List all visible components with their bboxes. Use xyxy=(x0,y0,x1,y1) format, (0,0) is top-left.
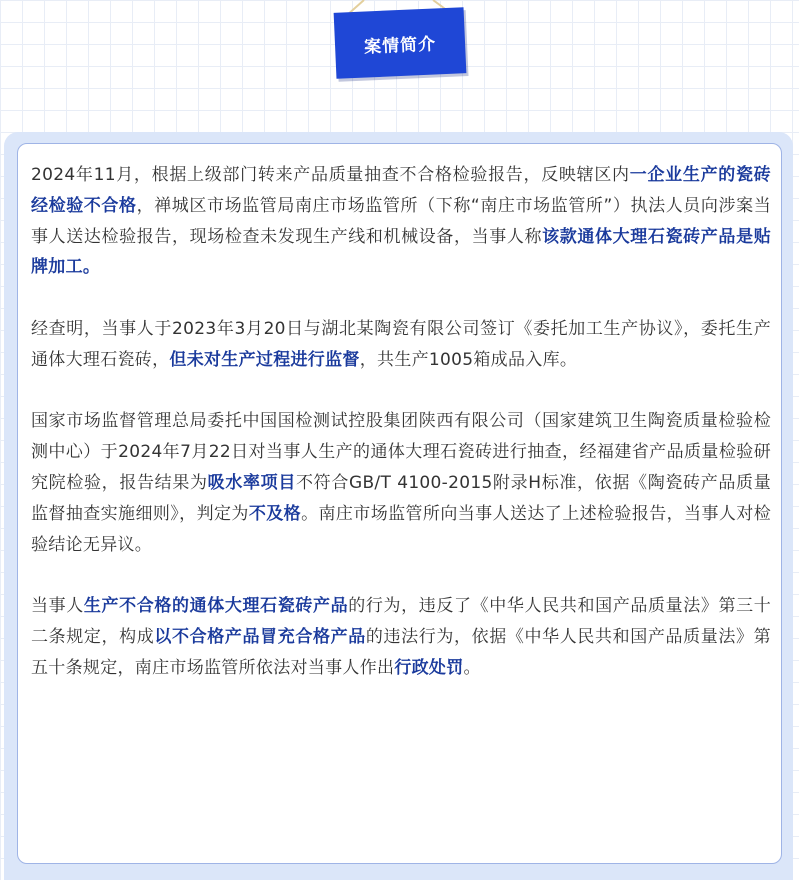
section-title: 案情简介 xyxy=(363,33,437,58)
highlighted-text: 行政处罚 xyxy=(394,657,464,678)
paragraph-1 xyxy=(31,160,771,283)
highlighted-text: 但未对生产过程进行监督 xyxy=(169,349,360,370)
body-text: ，禅城区市场监管局南庄市场监管所（下称“南庄市场监管所”）执法人员向涉案当事人送达检验报告，现场检查未发现生产线和机械设备，当事人称 xyxy=(31,195,771,247)
highlighted-text: 一企业生产的瓷砖经检验不合格 xyxy=(31,165,771,216)
highlighted-text: 以不合格产品冒充合格产品 xyxy=(154,626,366,647)
paragraph-4 xyxy=(31,591,771,683)
body-text: 当事人 xyxy=(31,596,84,617)
section-title-badge xyxy=(334,7,467,79)
body-text: 经查明，当事人于2023年3月20日与湖北某陶瓷有限公司签订《委托加工生产协议》，委托生产通体大理石瓷砖， xyxy=(31,318,771,370)
body-text: 的行为，违反了《中华人民共和国产品质量法》第三十二条规定，构成 xyxy=(31,596,772,647)
paragraph-3 xyxy=(31,406,771,560)
body-text: 国家市场监督管理总局委托中国国检测试控股集团陕西有限公司（国家建筑卫生陶瓷质量检验检测中心）于2024年7月22日对当事人生产的通体大理石瓷砖进行抽查，经福建省产品质量检验研究院检验，报告结果为 xyxy=(31,411,771,493)
body-text: ，共生产1005箱成品入库。 xyxy=(359,349,578,370)
body-text: 。 xyxy=(463,657,481,678)
body-text: 2024年11月，根据上级部门转来产品质量抽查不合格检验报告，反映辖区内 xyxy=(31,165,630,185)
highlighted-text: 该款通体大理石瓷砖产品是贴牌加工。 xyxy=(31,226,771,278)
highlighted-text: 生产不合格的通体大理石瓷砖产品 xyxy=(83,596,349,617)
body-text: 的违法行为，依据《中华人民共和国产品质量法》第五十条规定，南庄市场监管所依法对当事人作出 xyxy=(31,626,771,678)
body-text: 。南庄市场监管所向当事人送达了上述检验报告，当事人对检验结论无异议。 xyxy=(31,503,771,555)
body-text: 不符合GB/T 4100-2015附录H标准，依据《陶瓷砖产品质量监督抽查实施细则》，判定为 xyxy=(31,472,771,524)
case-summary-text xyxy=(31,160,771,684)
highlighted-text: 吸水率项目 xyxy=(207,472,296,493)
paragraph-2 xyxy=(31,314,771,376)
highlighted-text: 不及格 xyxy=(248,503,302,524)
